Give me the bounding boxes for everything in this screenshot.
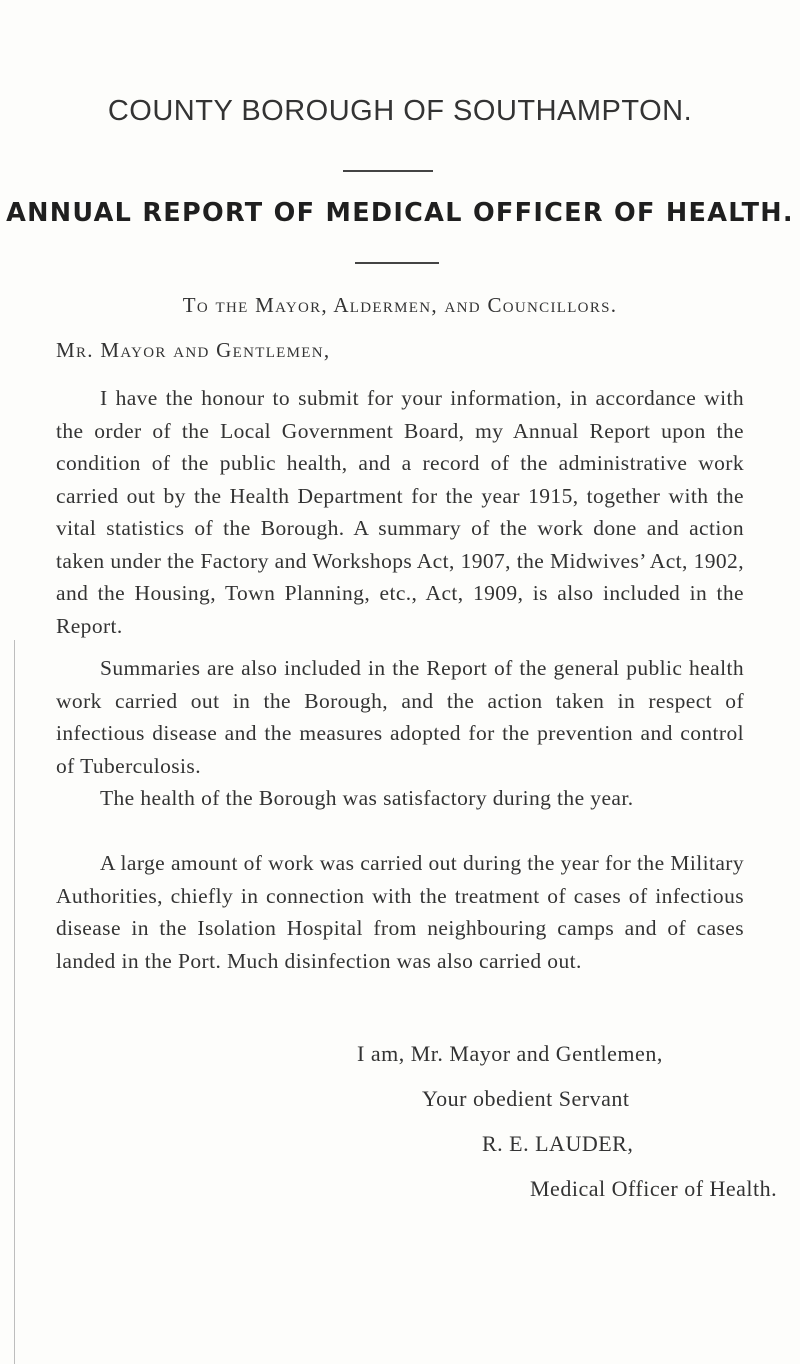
closing-servant: Your obedient Servant [422,1086,630,1111]
paragraph-intro: I have the honour to submit for your information, in accordance with the order of the Local Government Board, my Annual Report upon the condition of the public health, and a record of the administrative work carried out by the Health Department for the year 1915, together with the vital statistics of the Borough. A summary of the work done and action taken under the Factory and Workshops Act, 1907, the Midwives’ Act, 1902, and the Housing, Town Planning, etc., Act, 1909, is also included in the Report. [56,386,744,638]
report-title: ANNUAL REPORT OF MEDICAL OFFICER OF HEALTH. [6,198,794,228]
county-heading: COUNTY BOROUGH OF SOUTHAMPTON. [107,95,693,127]
divider-rule [343,170,433,172]
address-line: To the Mayor, Aldermen, and Councillors. [182,293,618,317]
divider-rule [355,262,439,264]
signature-name: R. E. LAUDER, [482,1131,634,1156]
signature-position: Medical Officer of Health. [530,1176,778,1201]
paragraph-health: The health of the Borough was satisfactory during the year. [100,786,634,810]
paragraph-summaries: Summaries are also included in the Report of the general public health work carried out in the Borough, and the action taken in respect of infectious disease and the measures adopted for the prevention and control of Tuberculosis. [56,656,744,778]
page-edge-line [14,640,15,1364]
paragraph-military: A large amount of work was carried out during the year for the Military Authorities, chiefly in connection with the treatment of cases of infectious disease in the Isolation Hospital from neighbouring camps and of cases landed in the Port. Much disinfection was also carried out. [56,851,744,973]
salutation: Mr. Mayor and Gentlemen, [56,338,331,362]
closing-line: I am, Mr. Mayor and Gentlemen, [357,1041,663,1066]
